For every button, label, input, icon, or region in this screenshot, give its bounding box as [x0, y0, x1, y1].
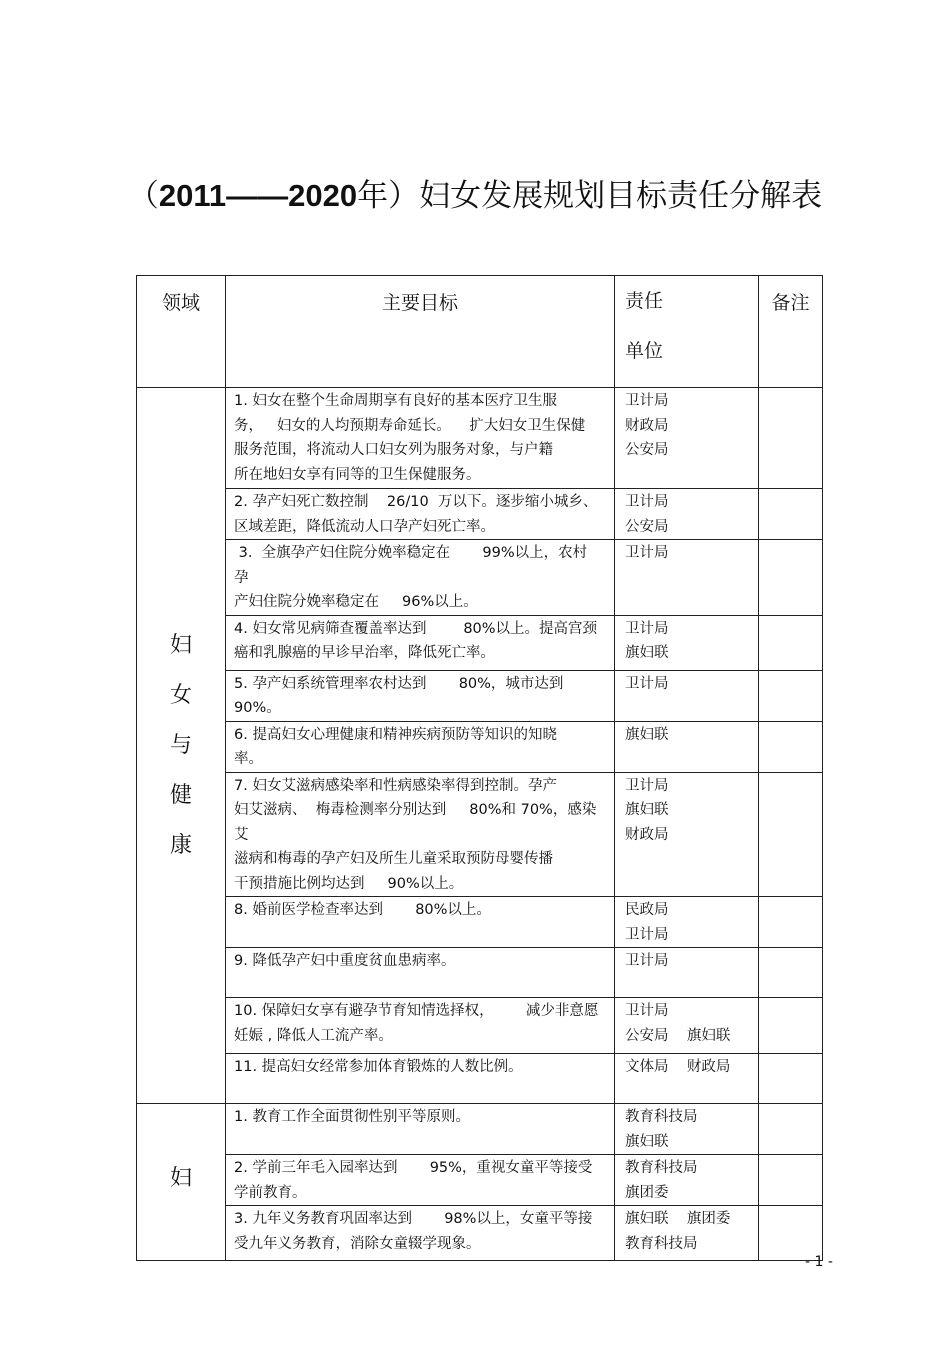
page-number: - 1 - — [805, 1254, 833, 1270]
document-title — [0, 170, 950, 215]
goal-cell: 6. 提高妇女心理健康和精神疾病预防等知识的知晓 率。 — [226, 721, 615, 772]
table-row — [137, 1155, 823, 1206]
unit-cell: 旗妇联 旗团委 教育科技局 — [615, 1206, 759, 1261]
table-row — [137, 670, 823, 721]
note-cell — [759, 1054, 823, 1104]
note-cell — [759, 489, 823, 540]
domain-label-health: 妇女与健康 — [169, 632, 192, 858]
title-text: 年）妇女发展规划目标责任分解表 — [357, 178, 823, 214]
unit-cell: 教育科技局 旗团委 — [615, 1155, 759, 1206]
goal-cell: 10. 保障妇女享有避孕节育知情选择权， 减少非意愿 妊娠 , 降低人工流产率。 — [226, 998, 615, 1054]
note-cell — [759, 670, 823, 721]
table-row — [137, 615, 823, 670]
note-cell — [759, 388, 823, 489]
header-unit — [615, 276, 759, 388]
unit-cell: 卫计局 公安局 — [615, 489, 759, 540]
domain-label-education: 妇 — [169, 1166, 192, 1191]
note-cell — [759, 998, 823, 1054]
header-unit-line2: 单位 — [625, 340, 664, 362]
table-row — [137, 489, 823, 540]
goal-cell: 3. 全旗孕产妇住院分娩率稳定在 99%以上，农村孕 产妇住院分娩率稳定在 96%以上。 — [226, 540, 615, 616]
goal-cell: 8. 婚前医学检查率达到 80%以上。 — [226, 897, 615, 948]
unit-cell: 教育科技局 旗妇联 — [615, 1104, 759, 1155]
table-header-row — [137, 276, 823, 388]
goal-cell: 11. 提高妇女经常参加体育锻炼的人数比例。 — [226, 1054, 615, 1104]
table-row — [137, 1054, 823, 1104]
header-domain: 领域 — [137, 276, 226, 388]
table-row — [137, 998, 823, 1054]
header-unit-line1: 责任 — [625, 290, 664, 312]
table-row — [137, 721, 823, 772]
unit-cell: 卫计局 旗妇联 — [615, 615, 759, 670]
unit-cell: 旗妇联 — [615, 721, 759, 772]
goal-cell: 2. 学前三年毛入园率达到 95%，重视女童平等接受 学前教育。 — [226, 1155, 615, 1206]
unit-cell: 文体局 财政局 — [615, 1054, 759, 1104]
table-row — [137, 388, 823, 489]
header-note: 备注 — [759, 276, 823, 388]
note-cell — [759, 948, 823, 998]
table-row — [137, 540, 823, 616]
unit-cell: 卫计局 财政局 公安局 — [615, 388, 759, 489]
goal-cell: 5. 孕产妇系统管理率农村达到 80%，城市达到 90%。 — [226, 670, 615, 721]
header-goal: 主要目标 — [226, 276, 615, 388]
responsibility-table — [136, 275, 823, 1261]
unit-cell: 卫计局 — [615, 948, 759, 998]
domain-cell-health — [137, 388, 226, 1104]
unit-cell: 民政局 卫计局 — [615, 897, 759, 948]
note-cell — [759, 1155, 823, 1206]
note-cell — [759, 1104, 823, 1155]
unit-cell: 卫计局 — [615, 670, 759, 721]
unit-cell: 卫计局 公安局 旗妇联 — [615, 998, 759, 1054]
goal-cell: 9. 降低孕产妇中重度贫血患病率。 — [226, 948, 615, 998]
goal-cell: 1. 教育工作全面贯彻性别平等原则。 — [226, 1104, 615, 1155]
table-row — [137, 1104, 823, 1155]
note-cell — [759, 615, 823, 670]
note-cell — [759, 721, 823, 772]
goal-cell: 7. 妇女艾滋病感染率和性病感染率得到控制。孕产 妇艾滋病、 梅毒检测率分别达到 80%和 70%，感染艾 滋病和梅毒的孕产妇及所生儿童采取预防母婴传播 干预措施比例均达到 90%以上。 — [226, 772, 615, 897]
note-cell — [759, 772, 823, 897]
table-row — [137, 772, 823, 897]
goal-cell: 2. 孕产妇死亡数控制 26/10 万以下。逐步缩小城乡、 区域差距，降低流动人口孕产妇死亡率。 — [226, 489, 615, 540]
title-years: 2011——2020 — [158, 178, 358, 213]
table-row — [137, 1206, 823, 1261]
domain-cell-education — [137, 1104, 226, 1261]
unit-cell: 卫计局 — [615, 540, 759, 616]
note-cell — [759, 897, 823, 948]
note-cell — [759, 1206, 823, 1261]
goal-cell: 4. 妇女常见病筛查覆盖率达到 80%以上。提高宫颈 癌和乳腺癌的早诊早治率，降低死亡率。 — [226, 615, 615, 670]
goal-cell: 1. 妇女在整个生命周期享有良好的基本医疗卫生服 务， 妇女的人均预期寿命延长。 扩大妇女卫生保健 服务范围，将流动人口妇女列为服务对象，与户籍 所在地妇女享有同等的卫生保健服务。 — [226, 388, 615, 489]
goal-cell: 3. 九年义务教育巩固率达到 98%以上，女童平等接 受九年义务教育，消除女童辍学现象。 — [226, 1206, 615, 1261]
table-row — [137, 948, 823, 998]
table-row — [137, 897, 823, 948]
unit-cell: 卫计局 旗妇联 财政局 — [615, 772, 759, 897]
note-cell — [759, 540, 823, 616]
title-open: （ — [127, 178, 159, 214]
